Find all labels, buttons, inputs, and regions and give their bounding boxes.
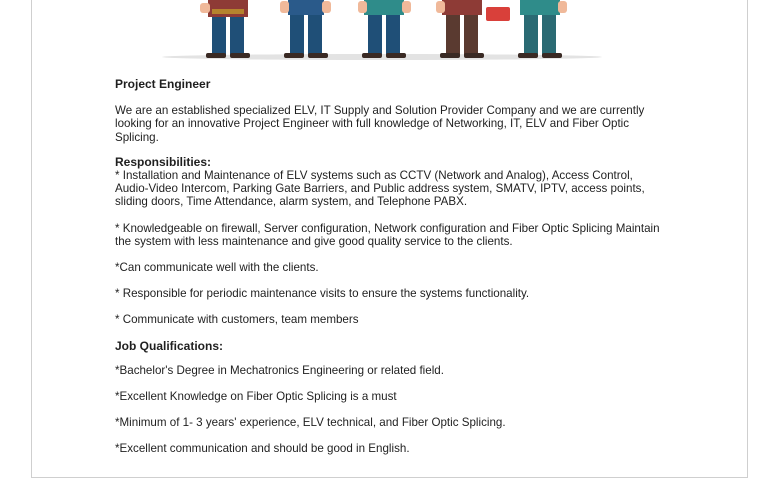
worker-figure-3 <box>358 0 411 58</box>
team-of-workers-illustration <box>152 0 612 61</box>
qualifications-heading: Job Qualifications: <box>115 338 224 353</box>
qualifications-list <box>115 364 667 456</box>
worker-figure-4 <box>436 0 510 58</box>
responsibility-item: *Can communicate well with the clients. <box>115 261 319 275</box>
responsibilities-list <box>115 169 667 327</box>
qualification-item: *Bachelor's Degree in Mechatronics Engineering or related field. <box>115 363 444 377</box>
responsibility-item: * Knowledgeable on firewall, Server configuration, Network configuration and Fiber Optic Splicing Maintain the system with less maintenance and give good quality service to the clients. <box>115 221 660 248</box>
toolbox-icon <box>486 7 510 21</box>
responsibility-item: * Communicate with customers, team members <box>115 313 359 327</box>
qualification-item: *Excellent Knowledge on Fiber Optic Splicing is a must <box>115 390 397 404</box>
responsibility-item: * Responsible for periodic maintenance visits to ensure the systems functionality. <box>115 287 530 301</box>
qualification-item: *Excellent communication and should be good in English. <box>115 442 410 456</box>
job-posting <box>115 78 667 456</box>
qualification-item: *Minimum of 1- 3 years' experience, ELV technical, and Fiber Optic Splicing. <box>115 416 506 430</box>
worker-figure-1 <box>200 0 250 58</box>
worker-figure-2 <box>280 0 331 58</box>
worker-figure-5 <box>518 0 567 58</box>
responsibility-item: * Installation and Maintenance of ELV systems such as CCTV (Network and Analog), Access Control, Audio-Video Intercom, Parking Gate Barriers, and Public address system, SMATV, IPTV, access points, sliding doors, Time Attendance, alarm system, and Telephone PABX. <box>115 169 645 209</box>
job-title: Project Engineer <box>115 77 211 91</box>
responsibilities-heading: Responsibilities: <box>115 154 212 169</box>
intro-paragraph: We are an established specialized ELV, IT Supply and Solution Provider Company and we are currently looking for an innovative Project Engineer with full knowledge of Networking, IT, ELV and Fiber Optic Splicing. <box>115 104 645 144</box>
